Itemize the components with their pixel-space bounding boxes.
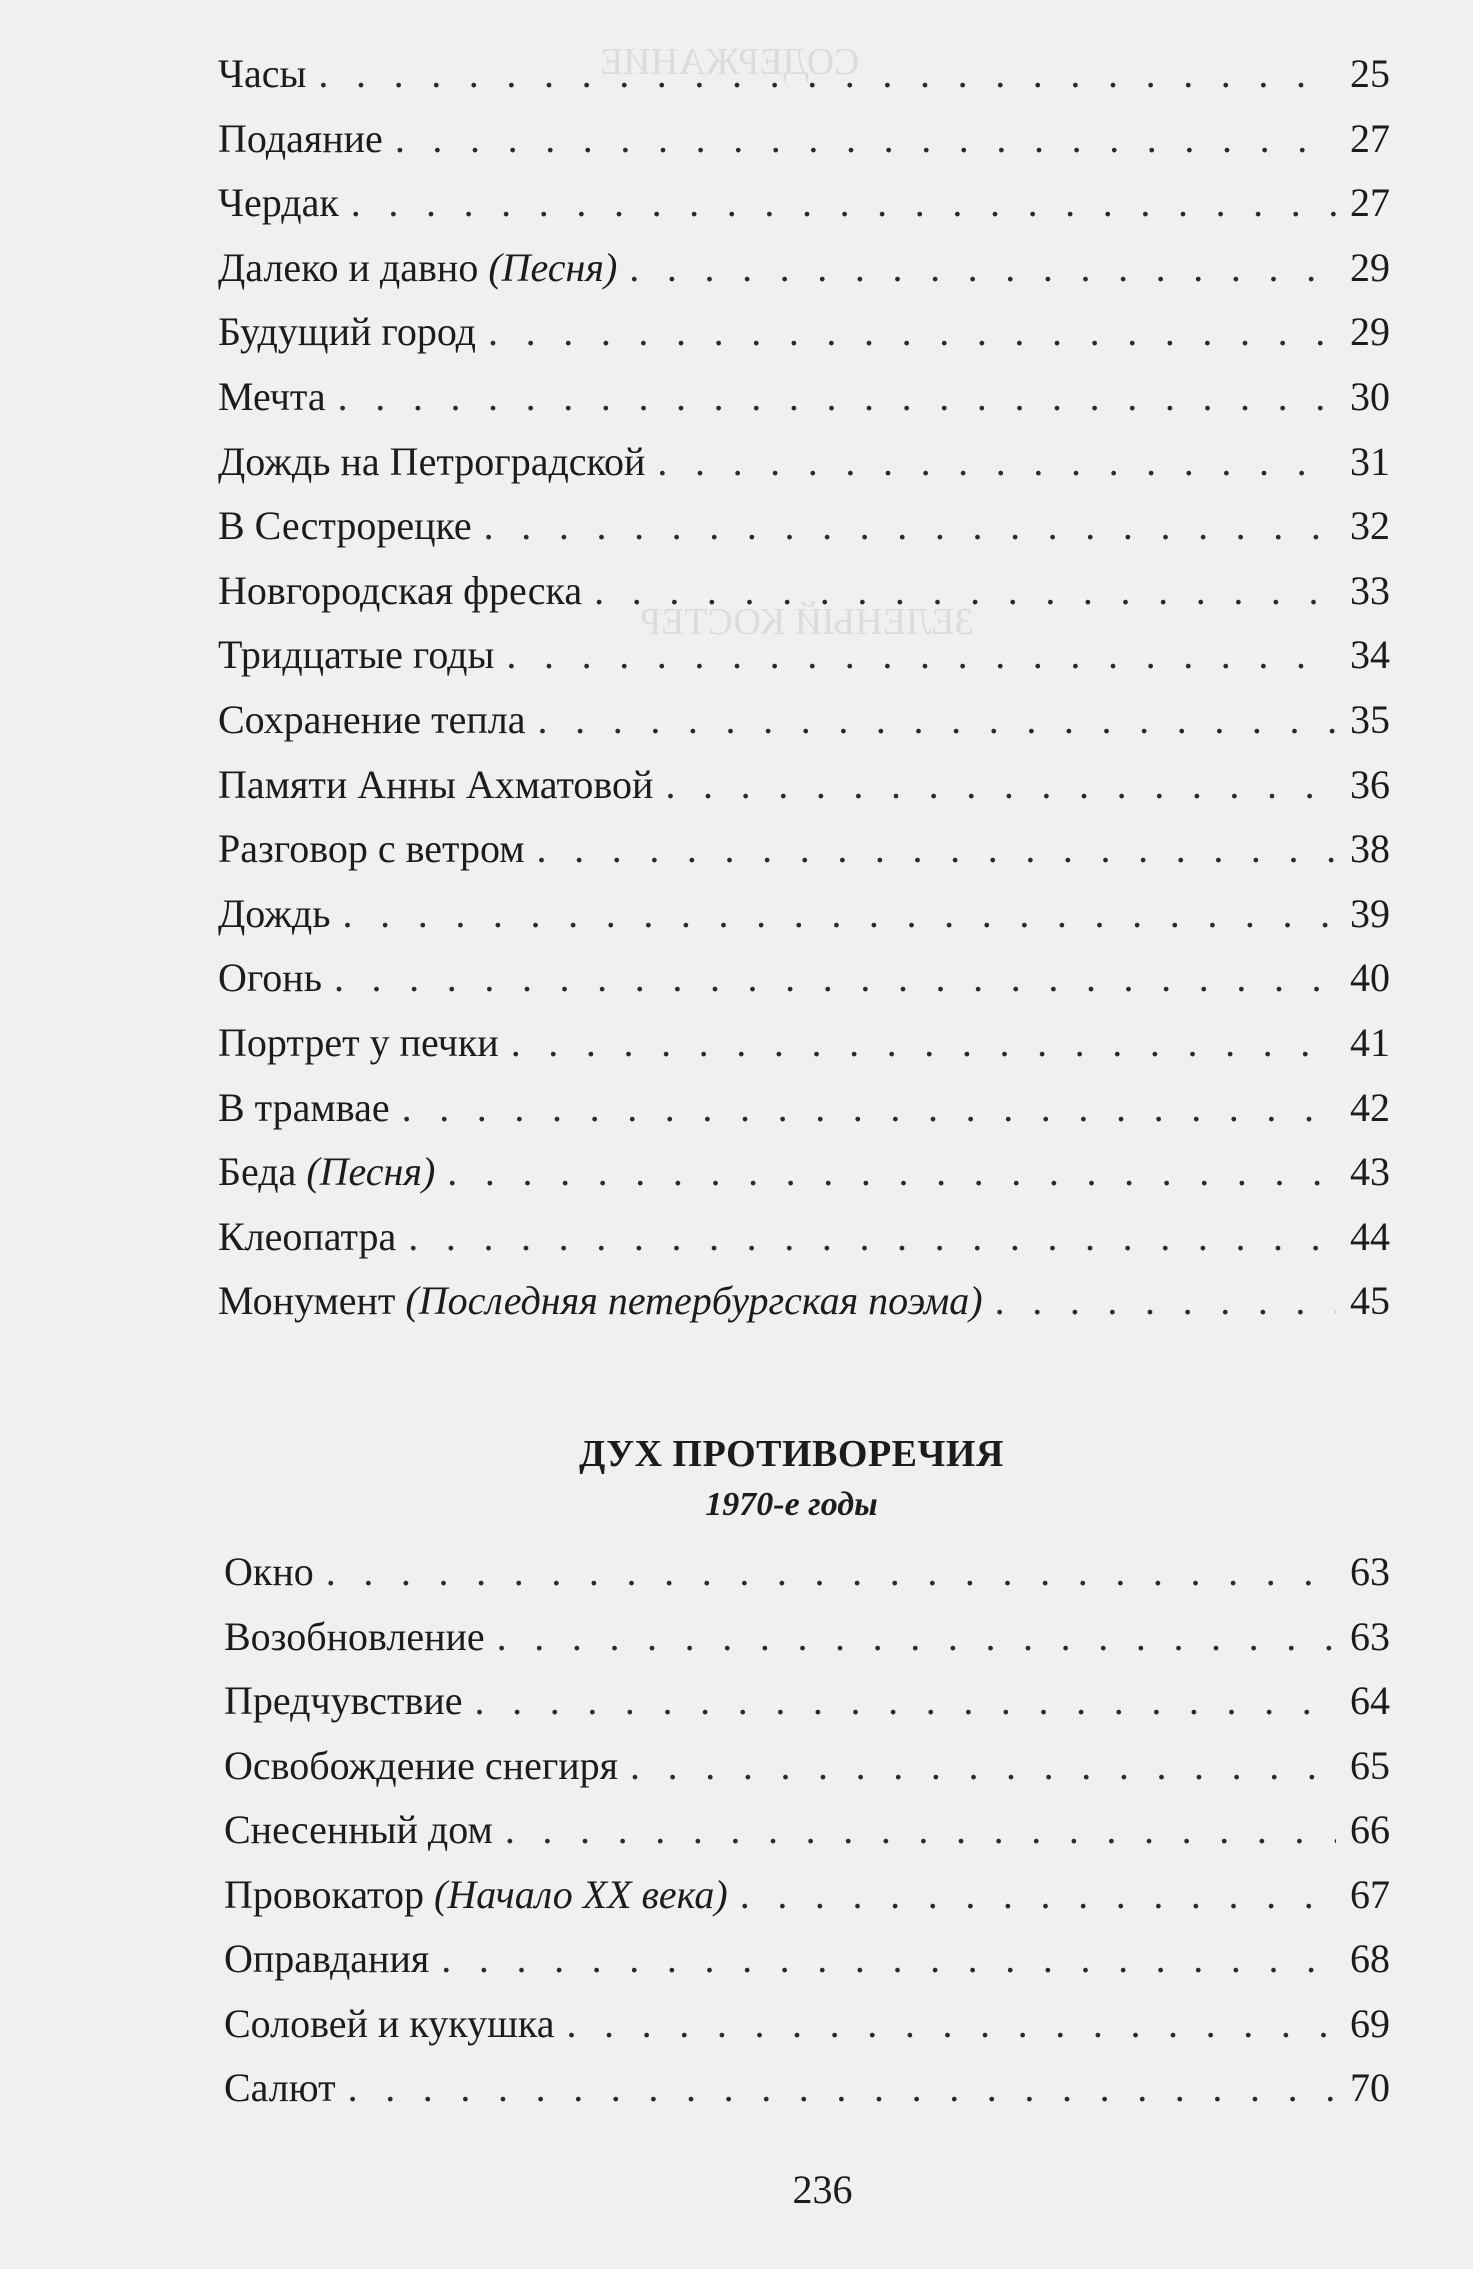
toc-entry-title: Салют (224, 2065, 336, 2110)
toc-entry (218, 946, 1390, 1011)
toc-entry-title: Будущий город (218, 309, 477, 355)
toc-entry-page: 45 (1350, 1278, 1390, 1324)
toc-entry-title: Разговор с ветром (218, 826, 525, 872)
toc-entry-page: 41 (1350, 1019, 1390, 1065)
dot-leader (338, 365, 1336, 430)
dot-leader (995, 1269, 1336, 1334)
toc-entry-title: Дождь на Петроградской (218, 438, 646, 484)
toc-entry (218, 1076, 1390, 1141)
toc-entry-page: 38 (1350, 826, 1390, 872)
dot-leader (484, 494, 1336, 559)
toc-entry-page: 35 (1350, 696, 1390, 742)
toc-entry-page: 39 (1350, 890, 1390, 936)
toc-entry (218, 753, 1390, 818)
toc-entry-title: Часы (218, 51, 307, 96)
toc-entry-title: Огонь (218, 955, 322, 1001)
toc-entry (218, 882, 1390, 947)
toc-entry (224, 1927, 1390, 1992)
dot-leader (629, 236, 1336, 301)
toc-entry (224, 1863, 1390, 1928)
section-years: 1970-е годы (705, 1486, 878, 1523)
toc-entry-title: Подаяние (218, 115, 383, 161)
dot-leader (343, 882, 1336, 947)
toc-entry-title: Соловей и кукушка (224, 2000, 555, 2046)
toc-entry (218, 300, 1390, 365)
toc-entry-title: Новгородская фреска (218, 567, 583, 613)
toc-entry-title: Клеопатра (218, 1213, 397, 1259)
toc-entry (218, 688, 1390, 753)
toc-entry-page: 34 (1350, 632, 1390, 678)
toc-entry-page: 29 (1350, 309, 1390, 355)
toc-entry (218, 430, 1390, 495)
toc-entry (224, 2056, 1390, 2121)
dot-leader (395, 107, 1336, 172)
toc-entry-page: 29 (1350, 244, 1390, 290)
page-number: 236 (792, 2167, 853, 2212)
toc-entry-title: Дождь (218, 890, 331, 936)
toc-entry-title: Предчувствие (224, 1678, 463, 1723)
toc-entry (224, 1798, 1390, 1863)
toc-entry-page: 43 (1350, 1149, 1390, 1195)
show-through-text: СОДЕРЖАНИЕ (600, 41, 860, 83)
toc-entry (218, 1140, 1390, 1205)
dot-leader (326, 1540, 1336, 1605)
dot-leader (351, 171, 1336, 236)
dot-leader (566, 1992, 1336, 2057)
toc-entry (218, 559, 1390, 624)
toc-entry (218, 623, 1390, 688)
dot-leader (657, 430, 1336, 495)
toc-entry-title: Сохранение тепла (218, 696, 526, 742)
dot-leader (334, 946, 1336, 1011)
dot-leader (497, 1605, 1336, 1670)
toc-entry-subtitle: (Песня) (306, 1149, 436, 1195)
toc-entry-page: 33 (1350, 567, 1390, 613)
toc-entry-title: Далеко и давно (218, 244, 479, 290)
toc-entry-page: 44 (1350, 1213, 1390, 1259)
toc-entry-page: 42 (1350, 1084, 1390, 1130)
toc-entry (218, 1011, 1390, 1076)
toc-entry-page: 40 (1350, 955, 1390, 1001)
toc-entry-title: В Сестрорецке (218, 503, 472, 549)
toc-entry-title: Монумент (218, 1278, 396, 1324)
toc-entry (224, 1734, 1390, 1799)
dot-leader (538, 688, 1336, 753)
toc-entry-title: Провокатор (224, 1871, 424, 1917)
toc-entry-title: Беда (218, 1149, 297, 1195)
dot-leader (402, 1076, 1336, 1141)
dot-leader (740, 1863, 1336, 1928)
toc-entry-page: 27 (1350, 115, 1390, 161)
dot-leader (447, 1140, 1336, 1205)
dot-leader (348, 2056, 1336, 2121)
toc-entry (224, 1605, 1390, 1670)
toc-entry-page: 63 (1350, 1613, 1390, 1659)
toc-entry-title: Портрет у печки (218, 1019, 499, 1065)
toc-entry-page: 36 (1350, 761, 1390, 807)
toc-entry (218, 171, 1390, 236)
toc-entry (218, 817, 1390, 882)
toc-entry-subtitle: (Начало XX века) (434, 1871, 728, 1917)
section-title: ДУХ ПРОТИВОРЕЧИЯ (579, 1433, 1004, 1475)
dot-leader (505, 1798, 1336, 1863)
toc-entry-page: 30 (1350, 373, 1390, 419)
toc-entry-page: 67 (1350, 1871, 1390, 1917)
dot-leader (441, 1927, 1336, 1992)
toc-entry-page: 27 (1350, 180, 1390, 226)
toc-entry-title: Освобождение снегиря (224, 1742, 619, 1788)
toc-entry (218, 365, 1390, 430)
toc-entry (218, 1269, 1390, 1334)
toc-entry-title: Окно (224, 1549, 314, 1594)
toc-entry-title: Мечта (218, 373, 326, 419)
toc-entry (218, 494, 1390, 559)
toc-entry (218, 1205, 1390, 1270)
toc-entry-title: Оправдания (224, 1936, 430, 1981)
toc-entry-subtitle: (Песня) (488, 244, 618, 290)
dot-leader (318, 42, 1336, 107)
toc-entry-page: 66 (1350, 1807, 1390, 1852)
toc-entry-title: Тридцатые годы (218, 632, 495, 678)
toc-entry-title: Памяти Анны Ахматовой (218, 761, 654, 807)
toc-list-1970s (224, 1540, 1390, 2121)
toc-entry (218, 107, 1390, 172)
toc-entry-page: 69 (1350, 2000, 1390, 2046)
dot-leader (630, 1734, 1336, 1799)
toc-entry-page: 70 (1350, 2065, 1390, 2110)
toc-entry-title: В трамвае (218, 1084, 390, 1130)
toc-entry-page: 68 (1350, 1936, 1390, 1981)
toc-entry (224, 1669, 1390, 1734)
toc-entry-page: 63 (1350, 1549, 1390, 1594)
dot-leader (475, 1669, 1336, 1734)
toc-entry-page: 64 (1350, 1678, 1390, 1723)
show-through-text: ЗЕЛЕНЫЙ КОСТЕР (640, 601, 974, 643)
toc-entry-page: 31 (1350, 438, 1390, 484)
dot-leader (506, 623, 1336, 688)
toc-entry (224, 1992, 1390, 2057)
dot-leader (665, 753, 1336, 818)
toc-entry-title: Возобновление (224, 1613, 485, 1659)
toc-entry-page: 25 (1350, 51, 1390, 96)
toc-entry (218, 42, 1390, 107)
toc-entry-title: Снесенный дом (224, 1807, 493, 1852)
toc-entry-title: Чердак (218, 180, 339, 226)
toc-entry-page: 32 (1350, 503, 1390, 549)
toc-entry (224, 1540, 1390, 1605)
dot-leader (511, 1011, 1336, 1076)
dot-leader (488, 300, 1336, 365)
toc-entry (218, 236, 1390, 301)
toc-list-1960s (218, 42, 1390, 1334)
toc-entry-subtitle: (Последняя петербургская поэма) (405, 1278, 983, 1324)
dot-leader (594, 559, 1336, 624)
dot-leader (408, 1205, 1336, 1270)
toc-entry-page: 65 (1350, 1742, 1390, 1788)
dot-leader (537, 817, 1336, 882)
